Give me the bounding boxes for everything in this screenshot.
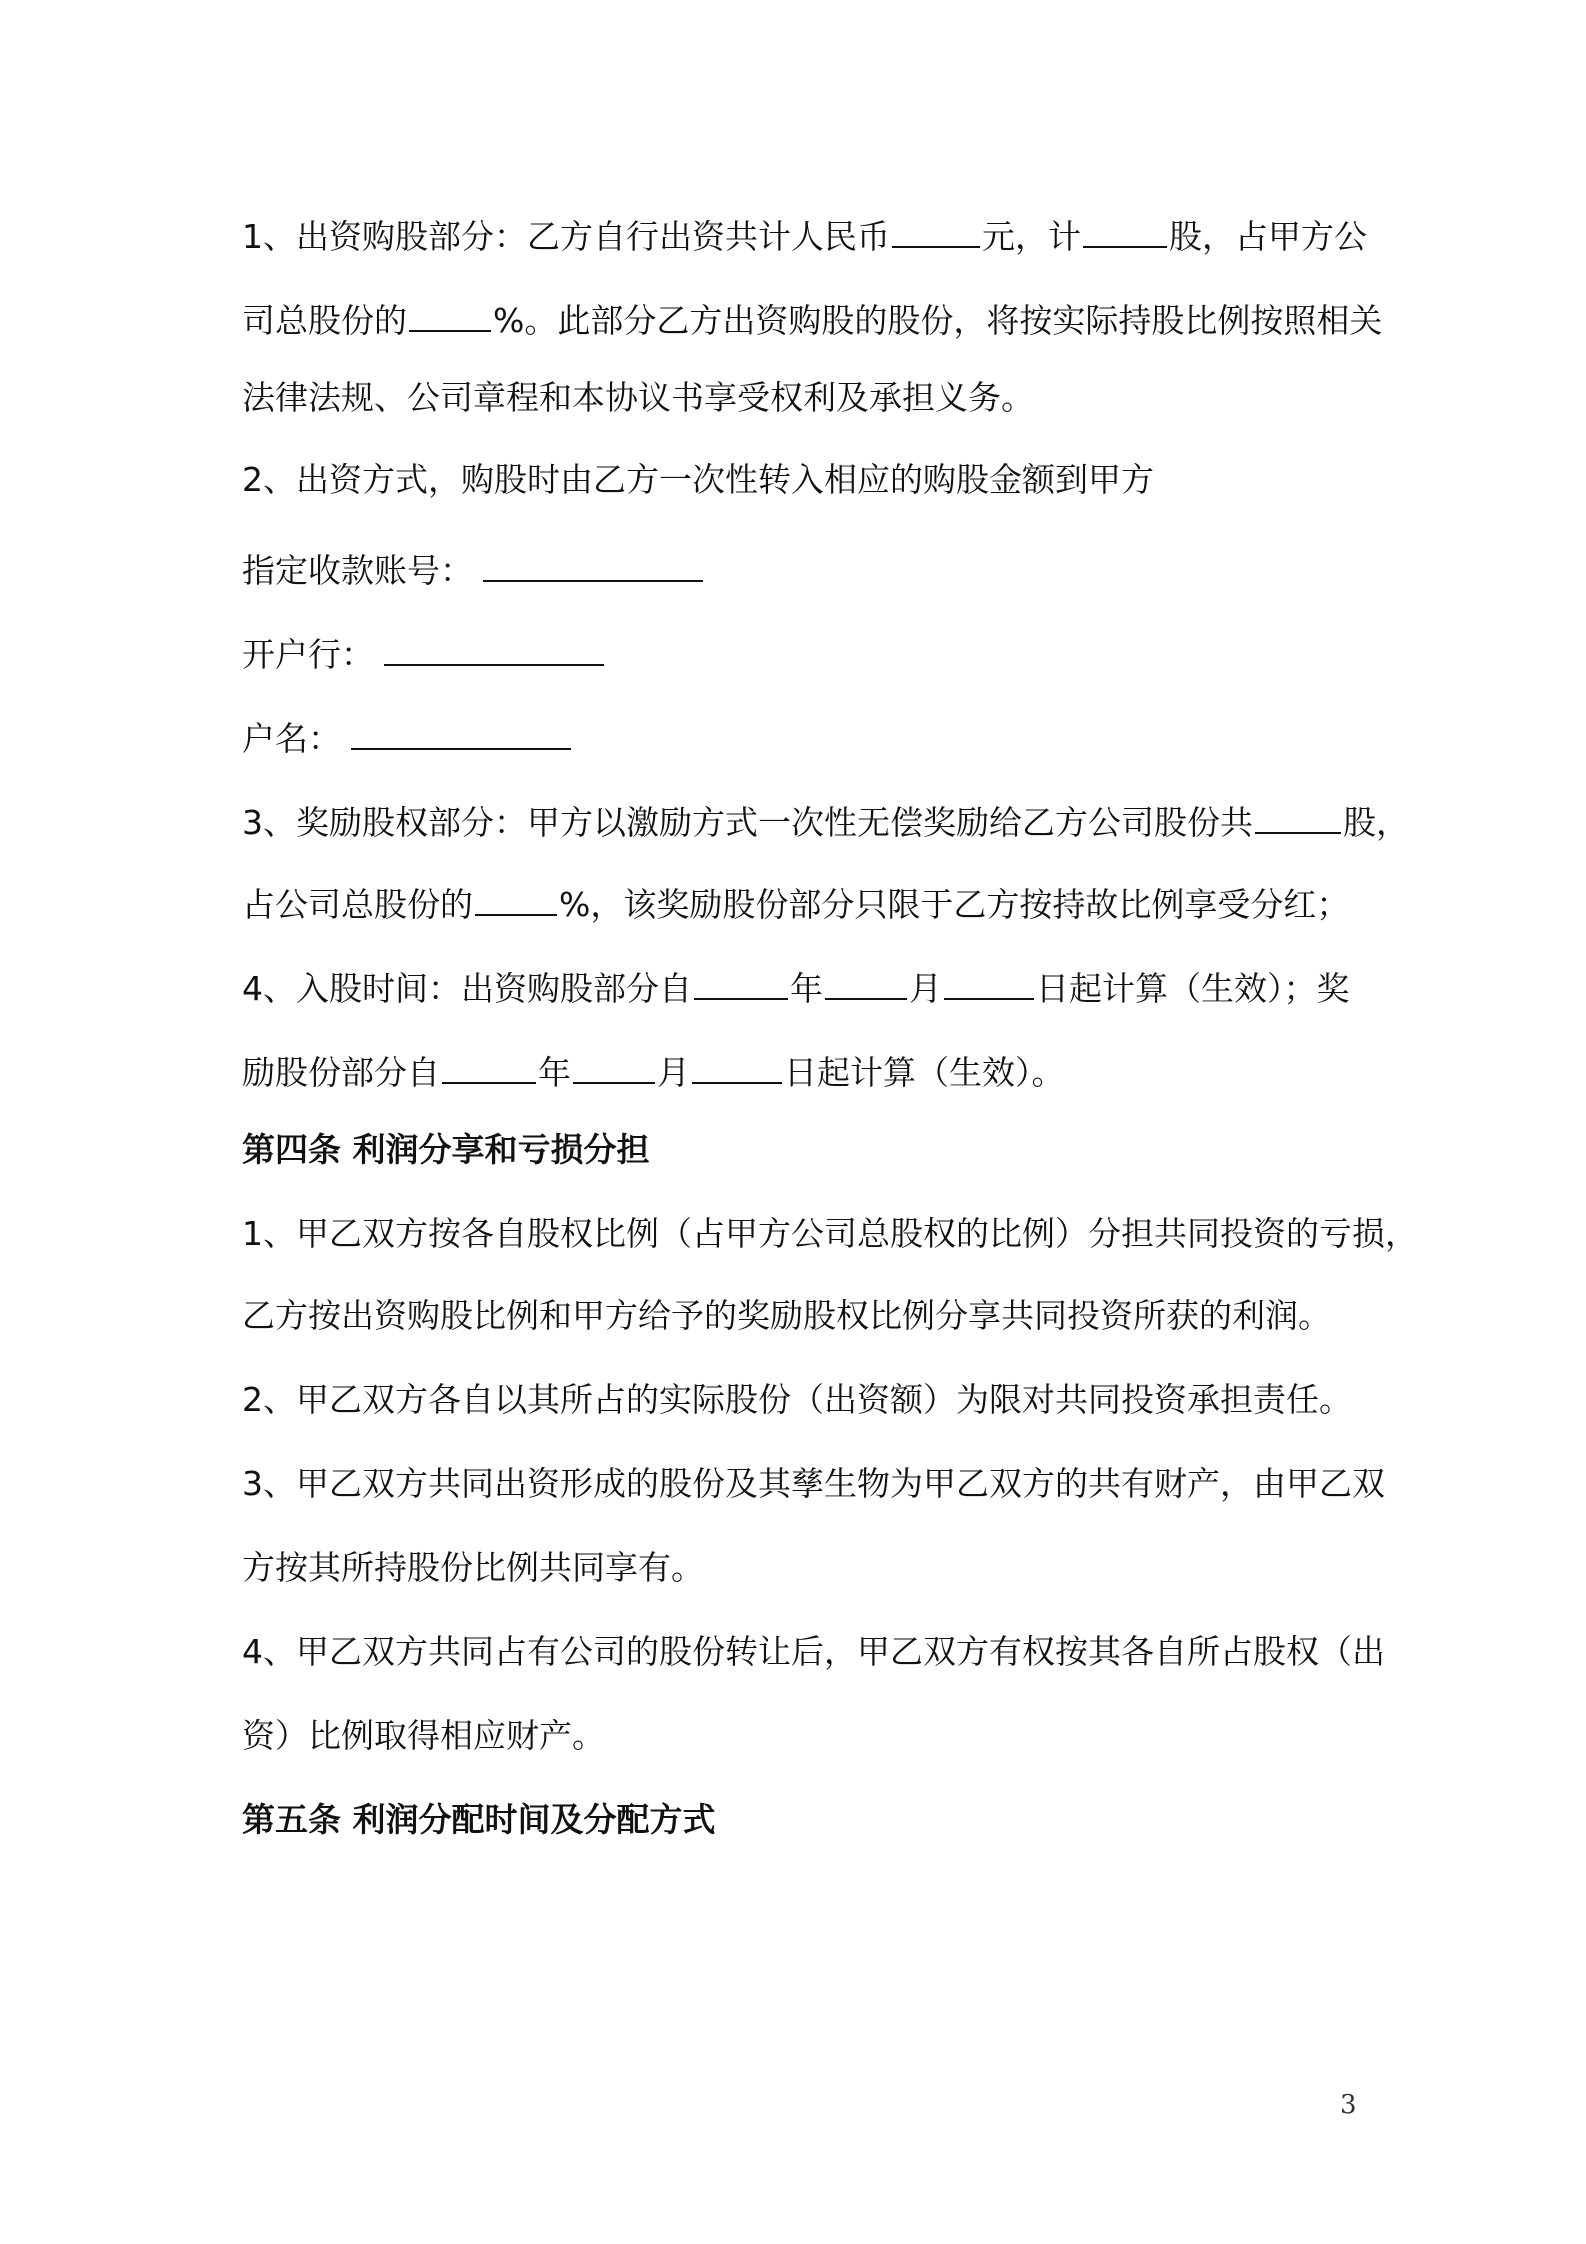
text: 司总股份的	[242, 301, 407, 340]
article-4-item-3-line-2: 方按其所持股份比例共同享有。	[242, 1548, 704, 1587]
article-5-heading: 第五条 利润分配时间及分配方式	[242, 1800, 716, 1839]
text: 月	[657, 1053, 690, 1092]
text: 股，占甲方公	[1169, 217, 1367, 256]
clause-1-line-1	[242, 214, 1367, 254]
clause-1-line-2	[242, 298, 1382, 338]
text: 励股份部分自	[242, 1053, 440, 1092]
text: 元，计	[982, 217, 1081, 256]
text: 日起计算（生效）。	[784, 1053, 1065, 1092]
clause-3-line-2	[242, 882, 1349, 922]
blank-year-2[interactable]	[442, 1050, 536, 1084]
text: 年	[538, 1053, 571, 1092]
article-4-item-1-line-2: 乙方按出资购股比例和甲方给予的奖励股权比例分享共同投资所获的利润。	[242, 1296, 1331, 1335]
text: 1、出资购股部分：乙方自行出资共计人民币	[242, 217, 890, 256]
text: %，该奖励股份部分只限于乙方按持故比例享受分红；	[559, 885, 1350, 924]
text: 股，	[1343, 803, 1409, 842]
text: 占公司总股份的	[242, 885, 473, 924]
blank-rmb-amount[interactable]	[892, 214, 980, 248]
blank-bank[interactable]	[384, 632, 604, 666]
blank-year-1[interactable]	[694, 966, 788, 1000]
bank-row	[242, 632, 606, 672]
blank-reward-percent[interactable]	[475, 882, 557, 916]
article-4-item-4-line-2: 资）比例取得相应财产。	[242, 1716, 605, 1755]
account-name-label: 户名：	[242, 719, 341, 758]
text: 3、奖励股权部分：甲方以激励方式一次性无偿奖励给乙方公司股份共	[242, 803, 1253, 842]
article-4-item-2: 2、甲乙双方各自以其所占的实际股份（出资额）为限对共同投资承担责任。	[242, 1380, 1352, 1419]
text: 年	[790, 969, 823, 1008]
text: 日起计算（生效）；奖	[1036, 969, 1350, 1008]
text: 4、入股时间：出资购股部分自	[242, 969, 692, 1008]
blank-month-1[interactable]	[825, 966, 907, 1000]
blank-account-name[interactable]	[351, 716, 571, 750]
article-4-item-1-line-1: 1、甲乙双方按各自股权比例（占甲方公司总股权的比例）分担共同投资的亏损，	[242, 1214, 1418, 1253]
text: 月	[909, 969, 942, 1008]
clause-3-line-1	[242, 800, 1409, 840]
text: %。此部分乙方出资购股的股份，将按实际持股比例按照相关	[493, 301, 1383, 340]
page-number: 3	[1340, 2090, 1357, 2120]
article-4-item-4-line-1: 4、甲乙双方共同占有公司的股份转让后，甲乙双方有权按其各自所占股权（出	[242, 1632, 1385, 1671]
blank-percent[interactable]	[409, 298, 491, 332]
blank-reward-shares[interactable]	[1255, 800, 1341, 834]
blank-month-2[interactable]	[573, 1050, 655, 1084]
clause-1-line-3: 法律法规、公司章程和本协议书享受权利及承担义务。	[242, 378, 1034, 417]
blank-account-number[interactable]	[483, 548, 703, 582]
bank-label: 开户行：	[242, 635, 374, 674]
article-4-heading: 第四条 利润分享和亏损分担	[242, 1130, 650, 1169]
account-row	[242, 548, 705, 588]
clause-4-line-1	[242, 966, 1350, 1006]
article-4-item-3-line-1: 3、甲乙双方共同出资形成的股份及其孳生物为甲乙双方的共有财产，由甲乙双	[242, 1464, 1385, 1503]
account-label: 指定收款账号：	[242, 551, 473, 590]
clause-2-line-1: 2、出资方式，购股时由乙方一次性转入相应的购股金额到甲方	[242, 460, 1154, 499]
blank-day-2[interactable]	[692, 1050, 782, 1084]
blank-day-1[interactable]	[944, 966, 1034, 1000]
account-name-row	[242, 716, 573, 756]
clause-4-line-2	[242, 1050, 1065, 1090]
blank-shares[interactable]	[1083, 214, 1167, 248]
